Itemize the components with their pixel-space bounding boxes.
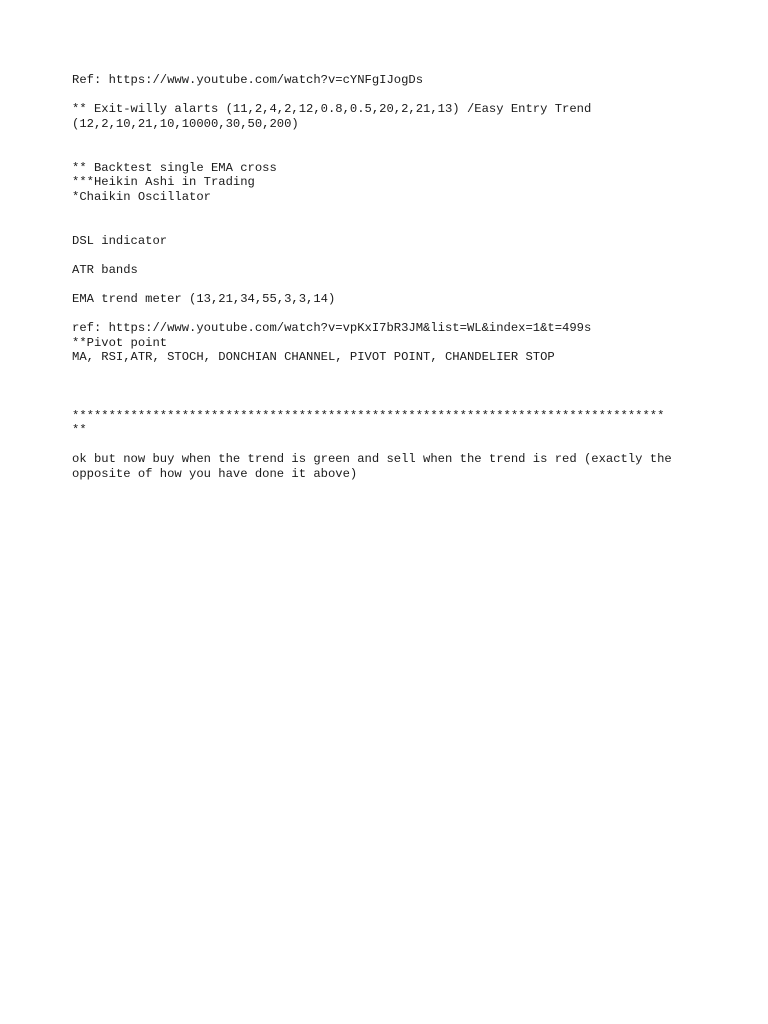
text-line: [72, 379, 712, 394]
text-line: *********************************************************************************: [72, 408, 665, 423]
text-line: [72, 146, 712, 161]
text-line: ** Exit-willy alarts (11,2,4,2,12,0.8,0.5,20,2,21,13) /Easy Entry Trend: [72, 102, 592, 117]
text-line: DSL indicator: [72, 233, 168, 248]
text-line: [72, 438, 712, 453]
text-line: **Pivot point: [72, 335, 168, 350]
text-line: ***Heikin Ashi in Trading: [72, 175, 255, 190]
text-line: opposite of how you have done it above): [72, 467, 358, 482]
document-text: [72, 73, 712, 482]
text-line: ok but now buy when the trend is green and sell when the trend is red (exactly the: [72, 452, 672, 467]
text-line: [72, 394, 712, 409]
text-line: EMA trend meter (13,21,34,55,3,3,14): [72, 291, 336, 306]
text-line: **: [72, 423, 87, 438]
text-line: MA, RSI,ATR, STOCH, DONCHIAN CHANNEL, PIVOT POINT, CHANDELIER STOP: [72, 350, 555, 365]
text-line: Ref: https://www.youtube.com/watch?v=cYNFgIJogDs: [72, 73, 424, 87]
text-line: [72, 204, 712, 219]
text-line: [72, 219, 712, 234]
text-line: [72, 88, 712, 103]
text-line: [72, 277, 712, 292]
text-line: [72, 307, 712, 322]
text-line: ATR bands: [72, 262, 138, 277]
text-line: *Chaikin Oscillator: [72, 189, 211, 204]
text-line: [72, 365, 712, 380]
text-line: (12,2,10,21,10,10000,30,50,200): [72, 116, 299, 131]
text-line: ** Backtest single EMA cross: [72, 160, 277, 175]
text-line: [72, 248, 712, 263]
text-line: ref: https://www.youtube.com/watch?v=vpKxI7bR3JM&list=WL&index=1&t=499s: [72, 321, 592, 336]
text-line: [72, 131, 712, 146]
